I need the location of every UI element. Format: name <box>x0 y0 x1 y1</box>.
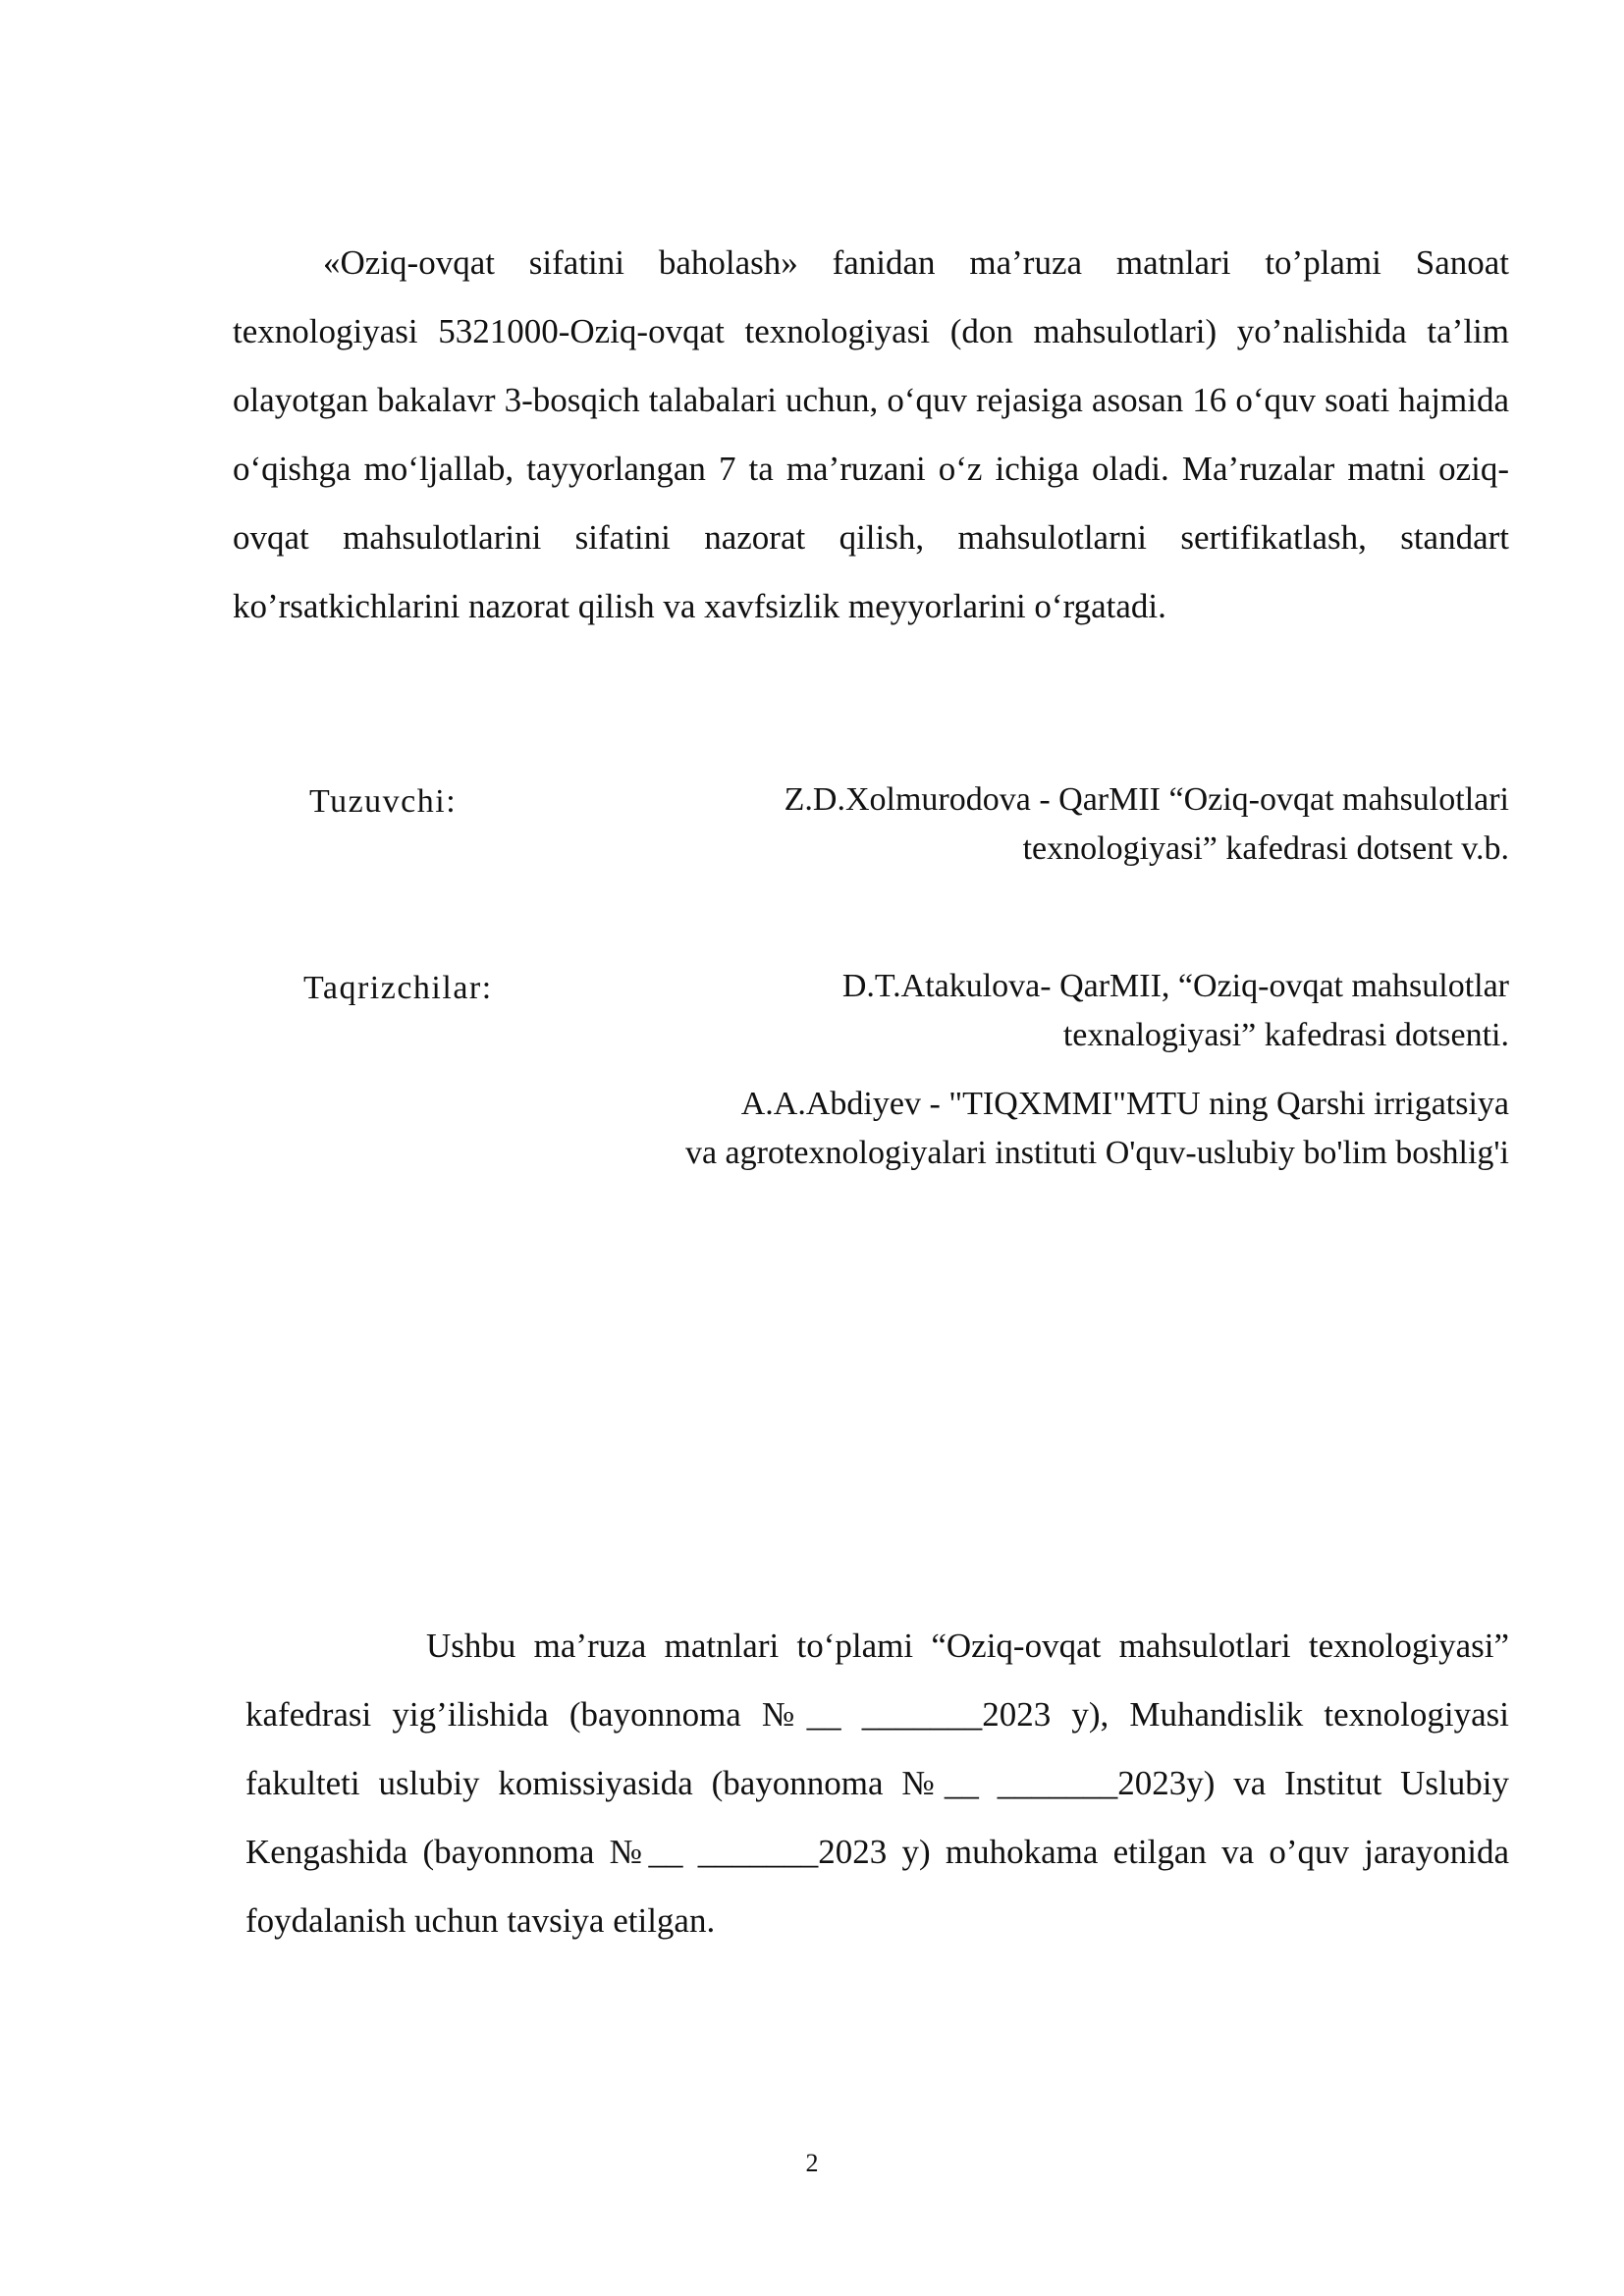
reviewer-1-line-1: D.T.Atakulova- QarMII, “Oziq-ovqat mahsulotlar <box>841 968 1509 1004</box>
reviewer-1-line-2: texnalogiyasi” kafedrasi dotsenti. <box>1062 1017 1509 1053</box>
compiler-info <box>785 775 1509 874</box>
reviewer-2-line-2: va agrotexnologiyalari instituti O'quv-uslubiy bo'lim boshlig'i <box>684 1135 1509 1171</box>
reviewer-2-info <box>685 1080 1509 1178</box>
discussion-paragraph: Ushbu ma’ruza matnlari to‘plami “Oziq-ovqat mahsulotlari texnologiyasi” kafedrasi yig’ilishida (bayonnoma №__ _______2023 y), Muhandislik texnologiyasi fakulteti uslubiy komissiyasida (bayonnoma №__ _______2023y) va Institut Uslubiy Kengashida (bayonnoma №__ _______2023 y) muhokama etilgan va o’quv jarayonida foydalanish uchun tavsiya etilgan. <box>245 1627 1509 1940</box>
reviewers-label: Taqrizchilar: <box>303 970 493 1006</box>
compiler-label: Tuzuvchi: <box>309 783 458 820</box>
compiler-line-2: texnologiyasi” kafedrasi dotsent v.b. <box>1022 830 1509 867</box>
reviewer-1-info <box>842 962 1509 1060</box>
page-number: 2 <box>805 2149 819 2177</box>
reviewer-2-line-1: A.A.Abdiyev - "TIQXMMI"MTU ning Qarshi irrigatsiya <box>740 1086 1509 1122</box>
compiler-line-1: Z.D.Xolmurodova - QarMII “Oziq-ovqat mahsulotlari <box>784 781 1509 818</box>
intro-paragraph: «Oziq-ovqat sifatini baholash» fanidan ma’ruza matnlari to’plami Sanoat texnologiyasi 5321000-Oziq-ovqat texnologiyasi (don mahsulotlari) yo’nalishida ta’lim olayotgan bakalavr 3-bosqich talabalari uchun, o‘quv rejasiga asosan 16 o‘quv soati hajmida o‘qishga mo‘ljallab, tayyorlangan 7 ta ma’ruzani o‘z ichiga oladi. Ma’ruzalar matni oziq-ovqat mahsulotlarini sifatini nazorat qilish, mahsulotlarni sertifikatlash, standart ko’rsatkichlarini nazorat qilish va xavfsizlik meyyorlarini o‘rgatadi. <box>233 243 1509 625</box>
